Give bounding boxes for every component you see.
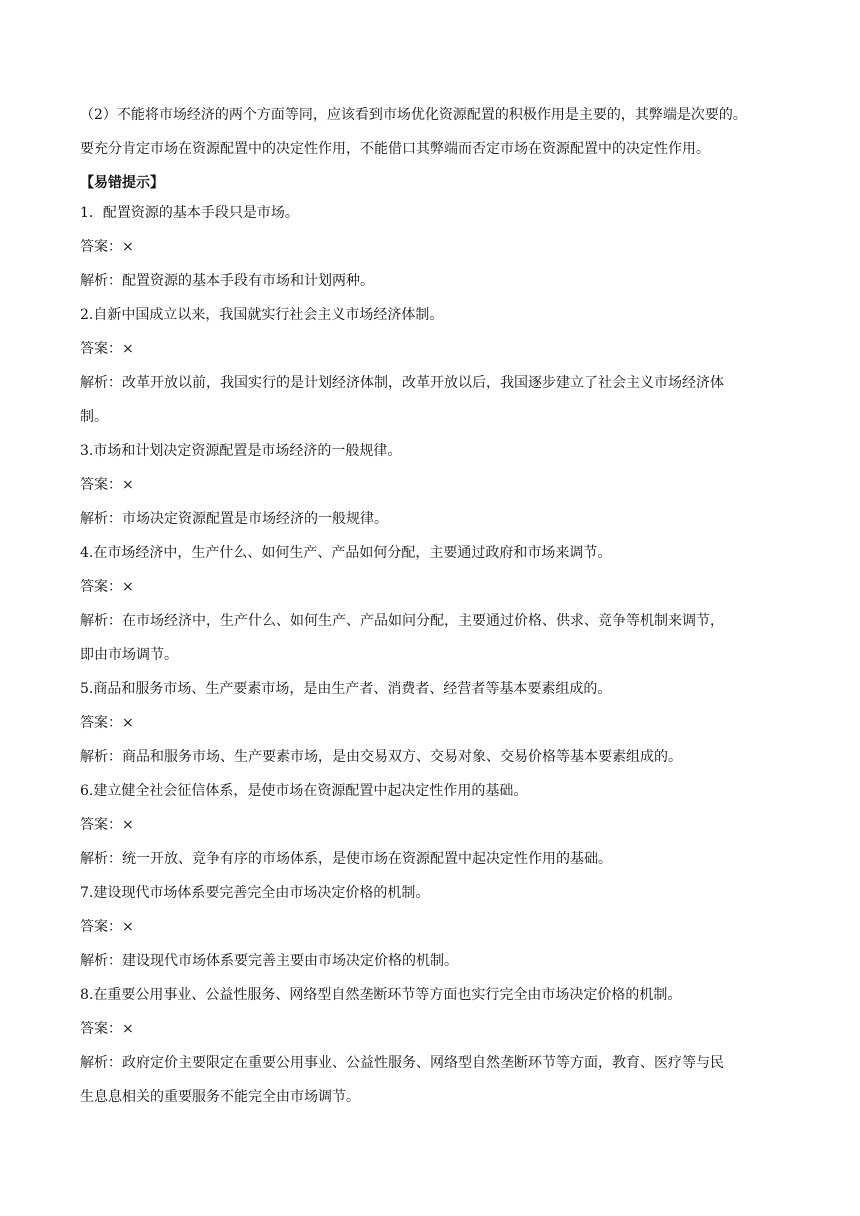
answer-6: 答案：×: [80, 817, 134, 833]
answer-5: 答案：×: [80, 715, 134, 731]
analysis-3: 解析：市场决定资源配置是市场经济的一般规律。: [80, 511, 388, 527]
analysis-2-line-1: 解析：改革开放以前，我国实行的是计划经济体制，改革开放以后，我国逐步建立了社会主义市场经济体: [80, 375, 724, 391]
analysis-4-line-1: 解析：在市场经济中，生产什么、如何生产、产品如问分配，主要通过价格、供求、竞争等机制来调节，: [80, 613, 724, 629]
answer-8: 答案：×: [80, 1021, 134, 1037]
question-1: 1．配置资源的基本手段只是市场。: [80, 205, 299, 221]
analysis-5: 解析：商品和服务市场、生产要素市场，是由交易双方、交易对象、交易价格等基本要素组成的。: [80, 749, 682, 765]
analysis-6: 解析：统一开放、竞争有序的市场体系，是使市场在资源配置中起决定性作用的基础。: [80, 851, 612, 867]
section-title: 【易错提示】: [80, 175, 164, 191]
analysis-1: 解析：配置资源的基本手段有市场和计划两种。: [80, 273, 374, 289]
answer-3: 答案：×: [80, 477, 134, 493]
analysis-8-line-1: 解析：政府定价主要限定在重要公用事业、公益性服务、网络型自然垄断环节等方面，教育、医疗等与民: [80, 1055, 724, 1071]
question-6: 6.建立健全社会征信体系，是使市场在资源配置中起决定性作用的基础。: [80, 783, 528, 799]
analysis-2-line-2: 制。: [80, 409, 108, 425]
intro-line-1: （2）不能将市场经济的两个方面等同，应该看到市场优化资源配置的积极作用是主要的，其弊端是次要的。: [80, 107, 747, 123]
analysis-8-line-2: 生息息相关的重要服务不能完全由市场调节。: [80, 1089, 360, 1105]
intro-line-2: 要充分肯定市场在资源配置中的决定性作用，不能借口其弊端而否定市场在资源配置中的决定性作用。: [80, 141, 710, 157]
question-8: 8.在重要公用事业、公益性服务、网络型自然垄断环节等方面也实行完全由市场决定价格的机制。: [80, 987, 682, 1003]
answer-7: 答案：×: [80, 919, 134, 935]
question-4: 4.在市场经济中，生产什么、如何生产、产品如何分配，主要通过政府和市场来调节。: [80, 545, 612, 561]
question-7: 7.建设现代市场体系要完善完全由市场决定价格的机制。: [80, 885, 430, 901]
answer-2: 答案：×: [80, 341, 134, 357]
question-5: 5.商品和服务市场、生产要素市场，是由生产者、消费者、经营者等基本要素组成的。: [80, 681, 612, 697]
answer-1: 答案：×: [80, 239, 134, 255]
analysis-4-line-2: 即由市场调节。: [80, 647, 178, 663]
analysis-7: 解析：建设现代市场体系要完善主要由市场决定价格的机制。: [80, 953, 458, 969]
document-body: [80, 106, 780, 1122]
answer-4: 答案：×: [80, 579, 134, 595]
question-3: 3.市场和计划决定资源配置是市场经济的一般规律。: [80, 443, 402, 459]
question-2: 2.自新中国成立以来，我国就实行社会主义市场经济体制。: [80, 307, 444, 323]
